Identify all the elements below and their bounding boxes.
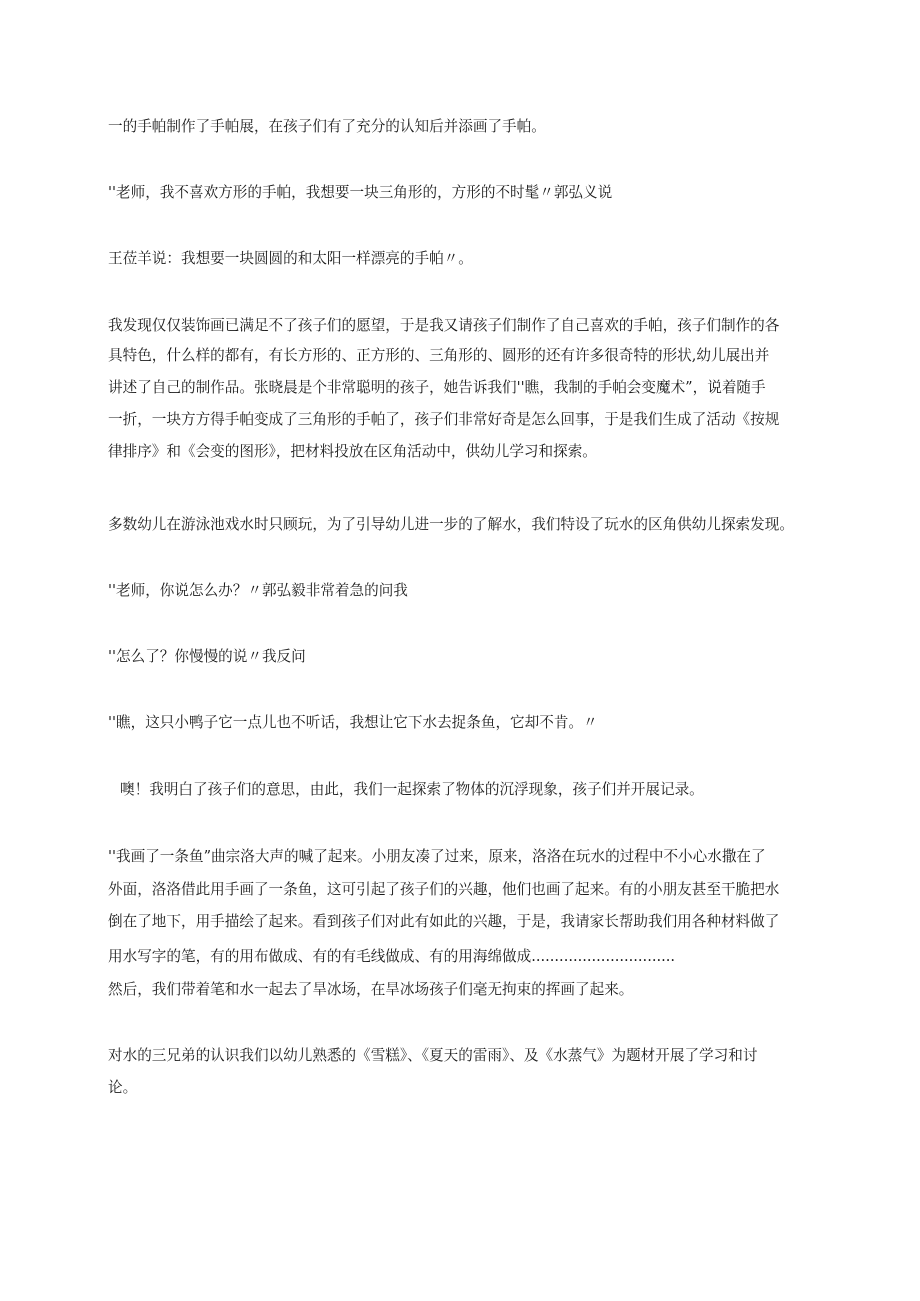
paragraph-4-line-1: 我发现仅仅装饰画已满足不了孩子们的愿望，于是我又请孩子们制作了自己喜欢的手帕，孩子们制作的各 [108, 317, 780, 334]
paragraph-7-line-1: ''怎么了？你慢慢的说〃我反问 [108, 648, 306, 665]
paragraph-9-line-1: 噢！我明白了孩子们的意思，由此，我们一起探索了物体的沉浮现象，孩子们并开展记录。 [120, 781, 704, 798]
paragraph-10-line-5: 然后，我们带着笔和水一起去了旱冰场，在旱冰场孩子们毫无拘束的挥画了起来。 [108, 981, 634, 998]
paragraph-5-line-1: 多数幼儿在游泳池戏水时只顾玩，为了引导幼儿进一步的了解水，我们特设了玩水的区角供幼儿探索发现。 [108, 516, 794, 533]
paragraph-10-line-4: 用水写字的笔，有的用布做成、有的有毛线做成、有的用海绵做成............................... [108, 948, 676, 965]
paragraph-10-line-2: 外面，洛洛借此用手画了一条鱼，这可引起了孩子们的兴趣，他们也画了起来。有的小朋友甚至干脆把水 [108, 881, 780, 898]
paragraph-4-line-4: 一折，一块方方得手帕变成了三角形的手帕了，孩子们非常好奇是怎么回事，于是我们生成了活动《按规 [108, 411, 780, 428]
paragraph-3-line-1: 王莅羊说：我想要一块圆圆的和太阳一样漂亮的手帕〃。 [108, 250, 473, 267]
paragraph-11-line-2: 论。 [108, 1079, 138, 1096]
paragraph-4-line-5: 律排序》和《会变的图形》，把材料投放在区角活动中，供幼儿学习和探索。 [108, 443, 597, 460]
paragraph-4-line-2: 具特色，什么样的都有，有长方形的、正方形的、三角形的、圆形的还有许多很奇特的形状,幼儿展出并 [108, 347, 770, 364]
paragraph-10-line-3: 倒在了地下，用手描绘了起来。看到孩子们对此有如此的兴趣，于是，我请家长帮助我们用各种材料做了 [108, 913, 780, 930]
paragraph-4-line-3: 讲述了自己的制作品。张晓晨是个非常聪明的孩子，她告诉我们''瞧，我制的手帕会变魔术”，说着随手 [108, 379, 766, 396]
paragraph-10-line-1: ''我画了一条鱼”曲宗洛大声的喊了起来。小朋友凑了过来，原来，洛洛在玩水的过程中不小心水撒在了 [108, 848, 766, 865]
paragraph-8-line-1: ''瞧，这只小鸭子它一点儿也不听话，我想让它下水去捉条鱼，它却不肯。〃 [108, 714, 598, 731]
paragraph-11-line-1: 对水的三兄弟的认识我们以幼儿熟悉的《雪糕》、《夏天的雷雨》、及《水蒸气》为题材开展了学习和讨 [108, 1047, 758, 1064]
paragraph-6-line-1: ''老师，你说怎么办？〃郭弘毅非常着急的问我 [108, 582, 408, 599]
paragraph-2-line-1: ''老师，我不喜欢方形的手帕，我想要一块三角形的，方形的不时髦〃郭弘义说 [108, 184, 613, 201]
paragraph-1-line-1: 一的手帕制作了手帕展，在孩子们有了充分的认知后并添画了手帕。 [108, 118, 546, 135]
